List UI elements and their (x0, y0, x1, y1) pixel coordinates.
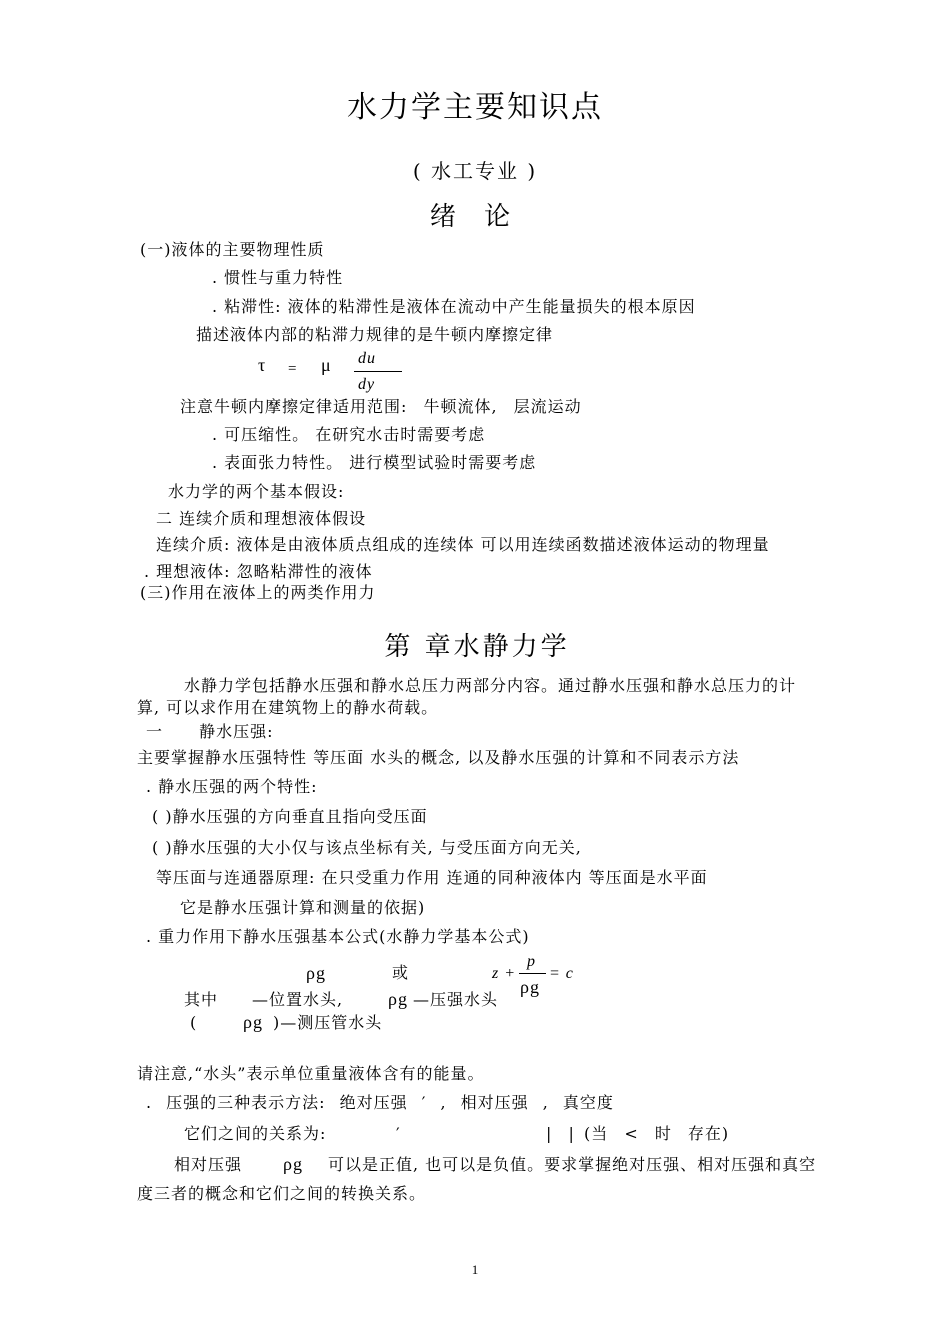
formula-tau: τ (258, 355, 267, 375)
position-head-text: —位置水头, (252, 990, 344, 1009)
chapter-line-6: 等压面与连通器原理: 在只受重力作用 连通的同种液体内 等压面是水平面 (156, 868, 708, 887)
page-number: 1 (471, 1262, 479, 1277)
formula-p-numerator: p (527, 953, 536, 970)
relation-abs-bars: | | (546, 1124, 575, 1143)
intro-line-12: (三)作用在液体上的两类作用力 (140, 583, 376, 602)
formula-denominator: dy (358, 376, 376, 393)
intro-line-2: . 惯性与重力特性 (212, 268, 344, 287)
formula-rho-g: ρg (306, 963, 326, 983)
piezo-open-paren: ( (190, 1013, 198, 1032)
formula-or: 或 (392, 963, 410, 982)
relation-condition: (当 < 时 存在) (584, 1124, 730, 1143)
formula-equals-c: = c (549, 965, 574, 982)
chapter-line-1: 一 静水压强: (146, 722, 274, 741)
intro-line-7: . 表面张力特性。 进行模型试验时需要考虑 (212, 453, 537, 472)
relative-pressure-text: 可以是正值, 也可以是负值。要求掌握绝对压强、相对压强和真空 (328, 1155, 817, 1174)
intro-line-1: (一)液体的主要物理性质 (140, 240, 325, 259)
chapter-para-line-2: 算, 可以求作用在建筑物上的静水荷载。 (137, 698, 439, 717)
intro-line-6: . 可压缩性。 在研究水击时需要考虑 (212, 425, 486, 444)
formula-fraction-bar (354, 371, 402, 372)
intro-line-10: 连续介质: 液体是由液体质点组成的连续体 可以用连续函数描述液体运动的物理量 (156, 535, 770, 554)
section-heading-intro: 绪 论 (429, 202, 521, 232)
chapter-line-2: 主要掌握静水压强特性 等压面 水头的概念, 以及静水压强的计算和不同表示方法 (137, 748, 740, 767)
chapter-line-4: ( )静水压强的方向垂直且指向受压面 (152, 807, 428, 826)
relation-label: 它们之间的关系为: (184, 1124, 327, 1143)
intro-line-3: . 粘滞性: 液体的粘滞性是液体在流动中产生能量损失的根本原因 (212, 297, 696, 316)
formula-fraction-bar-2 (519, 973, 546, 974)
piezo-rho-g: ρg (243, 1012, 263, 1032)
relative-rho-g: ρg (283, 1154, 303, 1174)
intro-line-8: 水力学的两个基本假设: (168, 482, 345, 501)
chapter-para-line-1: 水静力学包括静水压强和静水总压力两部分内容。通过静水压强和静水总压力的计 (184, 676, 797, 695)
formula-z-plus: z + (492, 965, 517, 982)
formula-mu: μ (321, 355, 332, 375)
pressure-head-text: —压强水头 (413, 990, 499, 1009)
chapter-line-5: ( )静水压强的大小仅与该点坐标有关, 与受压面方向无关, (152, 838, 582, 857)
intro-line-9: 二 连续介质和理想液体假设 (156, 509, 367, 528)
relative-pressure-label: 相对压强 (174, 1155, 243, 1174)
where-label: 其中 (184, 990, 219, 1009)
formula-rho-g-denominator: ρg (520, 977, 540, 997)
chapter-line-7: 它是静水压强计算和测量的依据) (180, 898, 426, 917)
formula-equals: = (288, 361, 298, 377)
last-line: 度三者的概念和它们之间的转换关系。 (137, 1184, 427, 1203)
main-title: 水力学主要知识点 (347, 90, 603, 125)
intro-line-11: . 理想液体: 忽略粘滞性的液体 (144, 562, 373, 581)
piezo-text: )—测压管水头 (273, 1013, 383, 1032)
pressure-representation-line: . 压强的三种表示方法: 绝对压强 ′ , 相对压强 , 真空度 (146, 1093, 614, 1112)
chapter-heading: 第 章水静力学 (384, 632, 570, 662)
intro-line-4: 描述液体内部的粘滞力规律的是牛顿内摩擦定律 (196, 325, 554, 344)
chapter-line-8: . 重力作用下静水压强基本公式(水静力学基本公式) (146, 927, 530, 946)
relation-prime: ′ (396, 1124, 401, 1143)
head-note: 请注意,“水头”表示单位重量液体含有的能量。 (137, 1064, 485, 1083)
formula-numerator: du (358, 350, 376, 367)
chapter-line-3: . 静水压强的两个特性: (146, 777, 318, 796)
subtitle: ( 水工专业 ) (412, 159, 538, 183)
intro-line-5: 注意牛顿内摩擦定律适用范围: 牛顿流体, 层流运动 (180, 397, 582, 416)
where-rho-g: ρg (388, 989, 408, 1009)
